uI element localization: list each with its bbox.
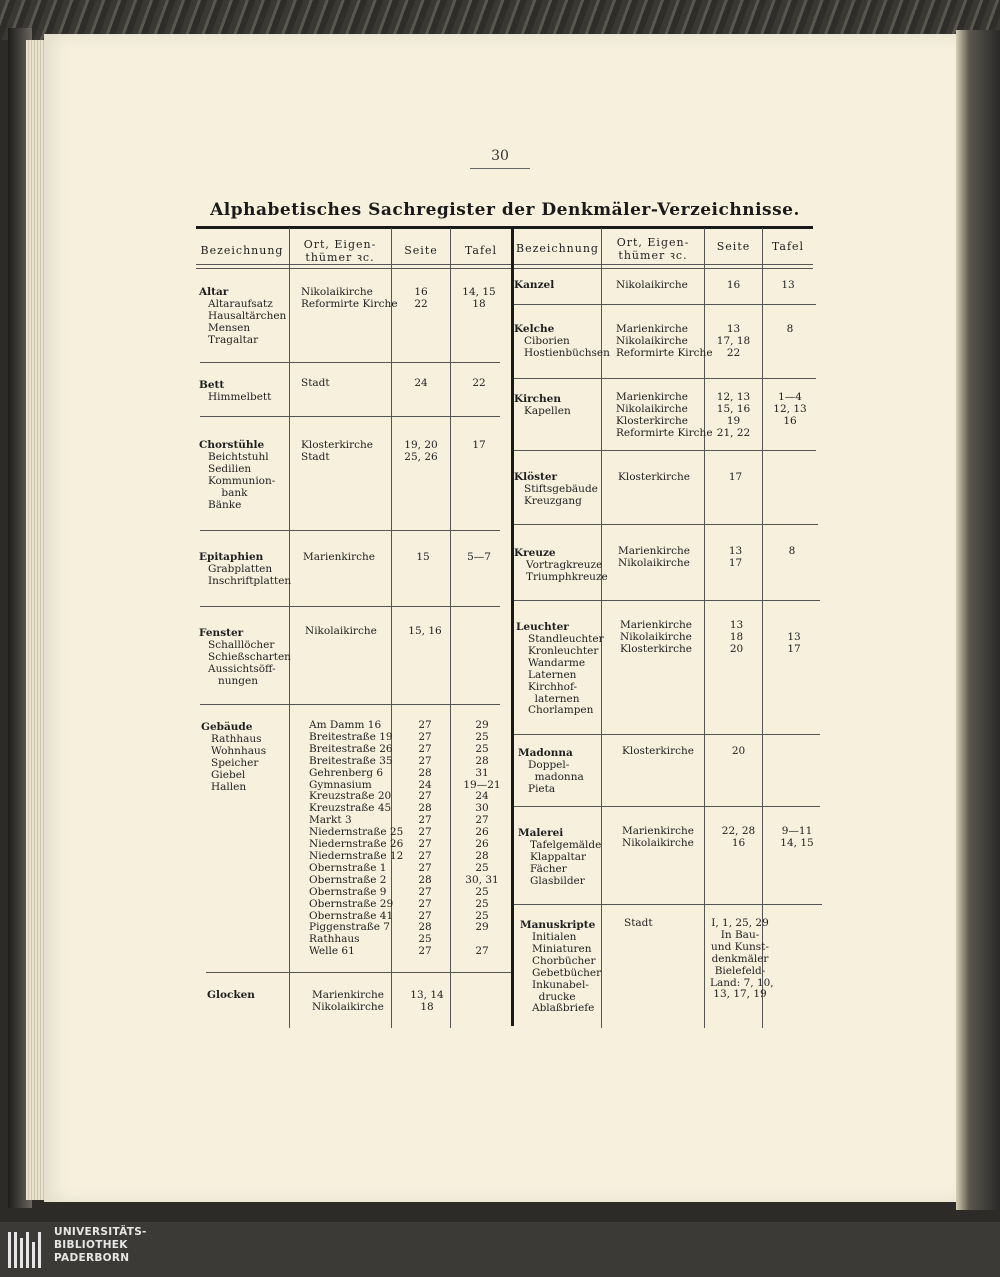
entry-seite-chorstuehle: 19, 20 25, 26 [404,439,438,463]
entry-seite-kirchen: 12, 13 15, 16 19 21, 22 [716,391,751,439]
entry-name-kreuze: Kreuze [514,547,556,559]
entry-seite-kelche: 13 17, 18 22 [716,323,751,359]
entry-seite-epitaphien: 15 [416,551,430,563]
entry-ort-bett: Stadt [301,377,330,389]
entry-name-bett: Bett [199,379,225,391]
row-sep [200,416,500,417]
header-tafel-right: Tafel [771,240,805,253]
row-sep [514,450,816,451]
entry-tafel-bett: 22 [472,377,486,389]
header-bezeichnung-left: Bezeichnung [200,244,284,257]
entry-sub-bett: Himmelbett [208,391,272,403]
logo-line-3: PADERBORN [54,1252,130,1264]
entry-tafel-malerei: 9—11 14, 15 [780,825,814,849]
row-sep [514,904,822,905]
entry-name-fenster: Fenster [199,627,244,639]
entry-tafel-kelche: 8 [786,323,794,335]
entry-ort-kreuze: Marienkirche Nikolaikirche [618,545,690,569]
entry-sub-kloester: Stiftsgebäude Kreuzgang [524,483,598,507]
entry-tafel-kanzel: 13 [781,279,795,291]
entry-ort-kirchen: Marienkirche Nikolaikirche Klosterkirche Reformirte Kirche [616,391,713,439]
entry-tafel-leuchter: 13 17 [787,630,801,655]
row-sep [514,806,820,807]
header-tafel-left: Tafel [464,244,498,257]
entry-seite-altar: 16 22 [414,286,428,310]
entry-ort-glocken: Marienkirche Nikolaikirche [312,989,384,1013]
entry-seite-glocken: 13, 14 18 [410,989,444,1013]
entry-ort-epitaphien: Marienkirche [303,551,375,563]
center-divider [511,228,514,1026]
page-title: Alphabetisches Sachregister der Denkmäler-Verzeichnisse. [210,200,800,220]
entry-tafel-chorstuehle: 17 [472,439,486,451]
entry-sub-leuchter: Standleuchter Kronleuchter Wandarme Laternen Kirchhof- laternen Chorlampen [528,633,604,717]
entry-name-malerei: Malerei [518,827,564,839]
row-sep [514,600,820,601]
entry-sub-altar: Altaraufsatz Hausaltärchen Mensen Tragaltar [208,298,287,346]
entry-seite-manuskripte: I, 1, 25, 29 In Bau- und Kunst- denkmäler Bielefeld- Land: 7, 10, 13, 17, 19 [710,917,774,1001]
entry-ort-fenster: Nikolaikirche [305,625,377,637]
entry-name-leuchter: Leuchter [516,621,569,633]
entry-name-madonna: Madonna [518,747,573,759]
cover-right-edge [956,30,1000,1210]
header-bezeichnung-right: Bezeichnung [516,242,599,255]
header-ort-right: Ort, Eigen- thümer ꝛc. [616,236,690,262]
entry-sub-kreuze: Vortragkreuze Triumphkreuze [526,559,608,583]
entry-sub-manuskripte: Initialen Miniaturen Chorbücher Gebetbücher Inkunabel- drucke Ablaßbriefe [532,931,602,1015]
entry-sub-chorstuehle: Beichtstuhl Sedilien Kommunion- bank Bänke [208,451,276,511]
logo-line-2: BIBLIOTHEK [54,1239,128,1251]
entry-ort-altar: Nikolaikirche Reformirte Kirche [301,286,398,310]
entry-seite-bett: 24 [414,377,428,389]
entry-name-glocken: Glocken [207,989,255,1001]
row-sep [200,704,500,705]
entry-seite-madonna: 20 [731,745,746,757]
row-sep [514,304,816,305]
row-sep [200,530,500,531]
page-number: 30 [470,148,530,169]
row-sep [200,362,500,363]
entry-name-altar: Altar [199,286,229,298]
entry-name-chorstuehle: Chorstühle [199,439,265,451]
entry-tafel-gebaeude: 29 25 25 28 31 19—21 24 30 27 26 26 28 25 30, 31 25 25 25 29 27 [463,719,501,958]
entry-tafel-altar: 14, 15 18 [462,286,496,310]
page-stack [26,40,46,1200]
entry-sub-gebaeude: Rathhaus Wohnhaus Speicher Giebel Hallen [211,733,267,793]
logo-line-1: UNIVERSITÄTS- [54,1226,147,1238]
entry-name-kloester: Klöster [514,471,558,483]
entry-seite-malerei: 22, 28 16 [721,825,756,849]
entry-tafel-kreuze: 8 [788,545,796,557]
entry-name-kelche: Kelche [514,323,555,335]
library-logo-icon [6,1228,46,1272]
entry-ort-kloester: Klosterkirche [618,471,690,483]
entry-ort-kanzel: Nikolaikirche [616,279,688,291]
entry-ort-gebaeude: Am Damm 16 Breitestraße 19 Breitestraße 26 Breitestraße 35 Gehrenberg 6 Gymnasium Kreuzstraße 20 Kreuzstraße 45 Markt 3 Niedernstraße 25 Niedernstraße 26 Niedernstraße 12 Obernstraße 1 Obernstraße 2 Obernstraße 9 Obernstraße 29 Obernstraße 41 Piggenstraße 7 Rathhaus Welle 61 [309,719,404,958]
entry-ort-madonna: Klosterkirche [622,745,694,757]
entry-ort-kelche: Marienkirche Nikolaikirche Reformirte Kirche [616,323,713,359]
entry-sub-epitaphien: Grabplatten Inschriftplatten [208,563,292,587]
entry-ort-malerei: Marienkirche Nikolaikirche [622,825,694,849]
footer-bar [0,1222,1000,1277]
entry-sub-fenster: Schalllöcher Schießscharten Aussichtsöff- nungen [208,639,291,687]
entry-name-kanzel: Kanzel [514,279,555,291]
entry-sub-madonna: Doppel- madonna Pieta [528,759,584,795]
col-sep-l1 [289,228,290,1028]
row-sep [514,734,820,735]
entry-seite-kreuze: 13 17 [728,545,743,569]
entry-seite-gebaeude: 27 27 27 27 28 24 27 28 27 27 27 27 27 28 27 27 27 28 25 27 [418,719,432,958]
entry-sub-kirchen: Kapellen [524,405,571,417]
entry-ort-chorstuehle: Klosterkirche Stadt [301,439,373,463]
entry-name-manuskripte: Manuskripte [520,919,596,931]
header-seite-right: Seite [716,240,751,253]
entry-name-kirchen: Kirchen [514,393,561,405]
header-seite-left: Seite [404,244,438,257]
row-sep [206,972,511,973]
library-logo-text [54,1226,147,1265]
entry-sub-kelche: Ciborien Hostienbüchsen [524,335,610,359]
entry-seite-kloester: 17 [728,471,743,483]
row-sep [200,606,500,607]
entry-name-gebaeude: Gebäude [201,721,253,733]
entry-ort-leuchter: Marienkirche Nikolaikirche Klosterkirche [620,619,692,655]
entry-seite-leuchter: 13 18 20 [729,619,744,655]
entry-sub-malerei: Tafelgemälde Klappaltar Fächer Glasbilder [530,839,602,887]
entry-ort-manuskripte: Stadt [624,917,653,929]
entry-seite-fenster: 15, 16 [408,625,442,637]
entry-name-epitaphien: Epitaphien [199,551,264,563]
header-ort-left: Ort, Eigen- thümer ꝛc. [303,238,377,264]
entry-tafel-kirchen: 1—4 12, 13 16 [773,391,807,427]
entry-tafel-epitaphien: 5—7 [467,551,491,563]
entry-seite-kanzel: 16 [726,279,741,291]
row-sep [514,378,816,379]
row-sep [514,524,818,525]
